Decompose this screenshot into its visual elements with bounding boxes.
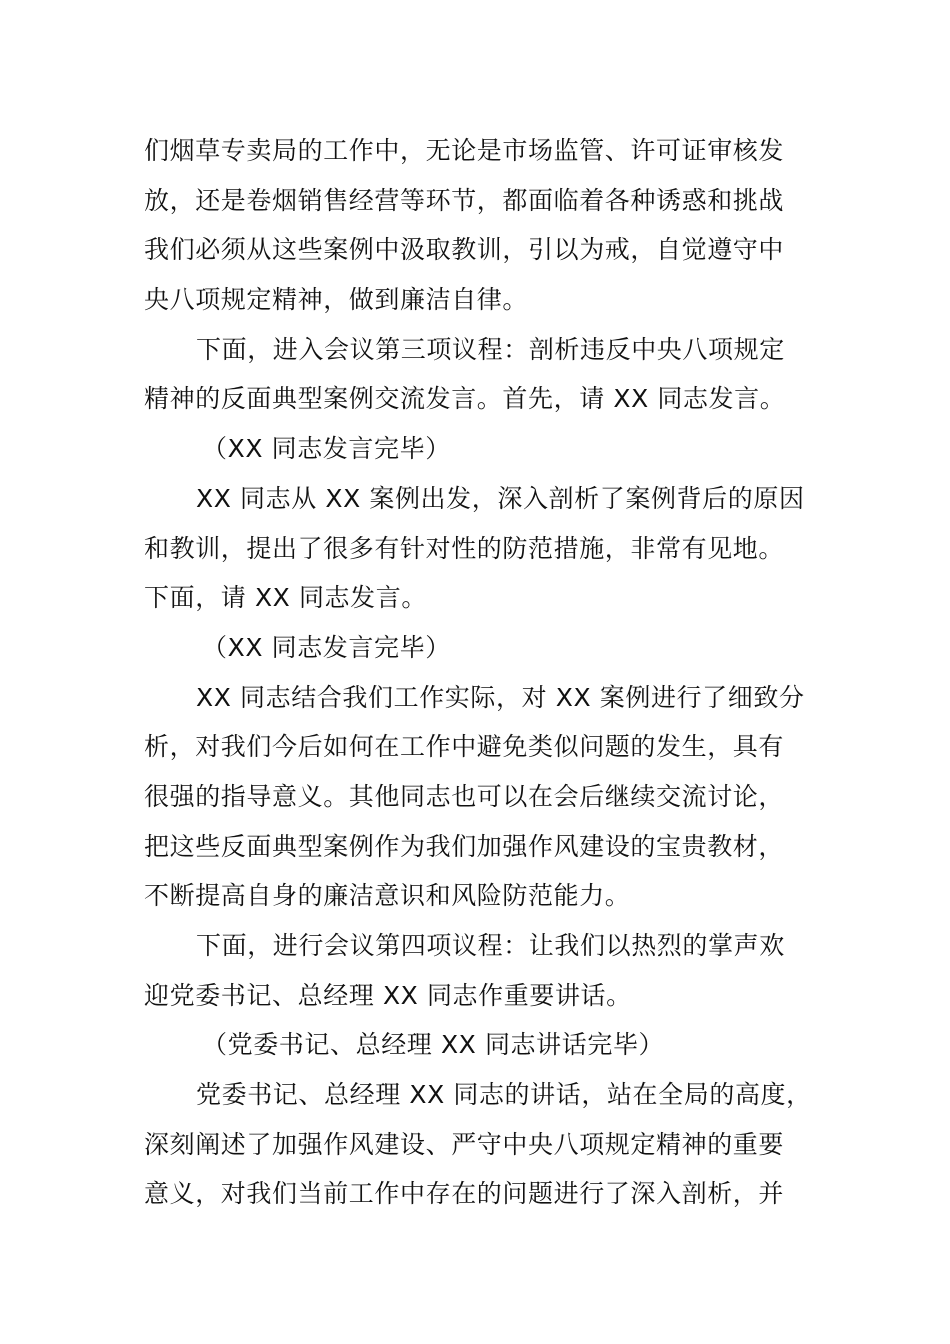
text-line: 央八项规定精神，做到廉洁自律。 (144, 285, 529, 315)
text-line: 们烟草专卖局的工作中，无论是市场监管、许可证审核发 (144, 136, 785, 165)
speech-note: （XX 同志发言完毕） (202, 632, 451, 662)
text-line: 我们必须从这些案例中汲取教训，引以为戒，自觉遵守中 (144, 235, 785, 265)
document-body (144, 126, 812, 1219)
text-line: 不断提高自身的廉洁意识和风险防范能力。 (144, 881, 631, 911)
text-line: 意义，对我们当前工作中存在的问题进行了深入剖析，并 (144, 1179, 785, 1209)
paragraph-first-line: 下面，进入会议第三项议程：剖析违反中央八项规定 (196, 334, 785, 364)
paragraph-first-line: XX 同志结合我们工作实际，对 XX 案例进行了细致分 (196, 682, 805, 712)
speech-note: （XX 同志发言完毕） (202, 434, 451, 464)
text-line: 放，还是卷烟销售经营等环节，都面临着各种诱惑和挑战 (144, 185, 785, 215)
paragraph-first-line: 党委书记、总经理 XX 同志的讲话，站在全局的高度， (196, 1080, 812, 1110)
text-line: 深刻阐述了加强作风建设、严守中央八项规定精神的重要 (144, 1129, 785, 1159)
text-line: 和教训，提出了很多有针对性的防范措施，非常有见地。 (144, 533, 785, 563)
text-line: 精神的反面典型案例交流发言。首先，请 XX 同志发言。 (144, 384, 786, 414)
text-line: 把这些反面典型案例作为我们加强作风建设的宝贵教材， (144, 831, 785, 861)
paragraph-first-line: 下面，进行会议第四项议程：让我们以热烈的掌声欢 (196, 931, 785, 960)
text-line: 很强的指导意义。其他同志也可以在会后继续交流讨论， (144, 781, 785, 811)
text-line: 迎党委书记、总经理 XX 同志作重要讲话。 (144, 980, 632, 1010)
text-line: 析，对我们今后如何在工作中避免类似问题的发生，具有 (144, 732, 785, 762)
paragraph-first-line: XX 同志从 XX 案例出发，深入剖析了案例背后的原因 (196, 483, 805, 513)
speech-note: （党委书记、总经理 XX 同志讲话完毕） (202, 1030, 665, 1060)
text-line: 下面，请 XX 同志发言。 (144, 583, 427, 613)
